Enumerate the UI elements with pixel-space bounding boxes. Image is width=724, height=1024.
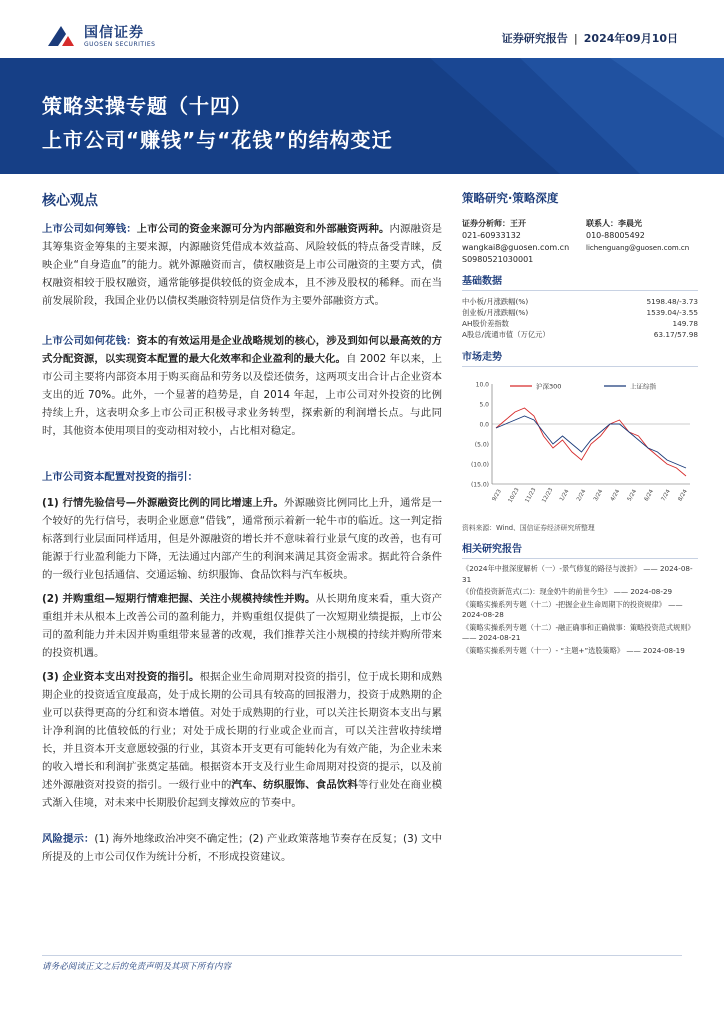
contact-email[interactable]: lichenguang@guosen.com.cn — [586, 244, 690, 252]
related-report-date: —— 2024-08-28 — [462, 599, 683, 619]
guidance-item-2 — [42, 590, 442, 662]
y-tick-label: 0.0 — [479, 421, 489, 429]
x-tick-label: 2/24 — [575, 488, 588, 503]
related-report-item[interactable] — [462, 623, 698, 644]
market-chart — [462, 372, 698, 520]
logo-mark-icon — [46, 22, 76, 52]
risk-body: (1) 海外地缘政治冲突不确定性；(2) 产业政策落地节奏存在反复；(3) 文中所提及的上市公司仅作为统计分析，不形成投资建议。 — [42, 833, 443, 863]
x-tick-label: 5/24 — [626, 488, 639, 503]
item-heading: (2) 并购重组—短期行情难把握、关注小规模持续性并购。 — [42, 593, 316, 605]
item-heading: (1) 行情先验信号—外源融资比例的同比增速上升。 — [42, 497, 284, 509]
item-body: 外源融资比例同比上升，通常是一个较好的先行信号，表明企业愿意“借钱”，通常预示着新一轮牛市的临近。这一判定指标落到行业层面同样适用，但是外源融资的增长并不意味着行业景气度的改善，也有可能源于行业盈利能力下降，无法通过内部产生的利润来满足其资金需求。据此符合条件的一级行业包括通信、交通运输、纺织服饰、食品饮料与汽车板块。 — [42, 497, 443, 581]
logo-name-en: GUOSEN SECURITIES — [84, 41, 156, 48]
report-subtitle: 上市公司“赚钱”与“花钱”的结构变迁 — [42, 128, 393, 152]
y-tick-label: 5.0 — [479, 401, 489, 409]
item-body-end: 等行业处在商业模式渐入佳境，对未来中长期股价起到支撑效应的节奏中。 — [42, 779, 443, 809]
guidance-item-3 — [42, 668, 442, 812]
guidance-item-1 — [42, 494, 442, 584]
report-date: 2024年09月10日 — [583, 32, 678, 45]
related-report-title[interactable]: 《策略实操系列专题（十二）-把握企业生命周期下的投资规律》 — [462, 599, 666, 609]
related-report-title[interactable]: 《价值投资新范式(二)：现金奶牛的前世今生》 — [462, 587, 612, 596]
related-report-item[interactable] — [462, 646, 698, 657]
x-tick-label: 12/23 — [541, 487, 555, 504]
guidance-heading: 上市公司资本配置对投资的指引： — [42, 471, 198, 483]
related-report-date: —— 2024-08-31 — [462, 564, 693, 584]
analyst-name: 证券分析师：王开 — [462, 219, 526, 228]
paragraph-body: 内源融资是其筹集资金筹集的主要来源，内源融资凭借成本效益高、风险较低的特点备受青睐，反映企业“自身造血”的能力。就外源融资而言，债权融资是上市公司融资的主要方式，债权融资相较于股权融资，通常能够提供较低的资金成本，且不涉及股权的稀释。而在当前发展阶段，我国企业仍以债权类融资特别是信贷作为主要外部融资方式。 — [42, 223, 443, 307]
basic-data-value: 5198.48/-3.73 — [646, 297, 698, 306]
report-category: 策略研究·策略深度 — [462, 191, 559, 205]
related-report-item[interactable] — [462, 564, 698, 585]
core-views — [42, 190, 442, 866]
basic-data-label: 创业板/月涨跌幅(%) — [462, 308, 529, 317]
analyst-block — [462, 218, 574, 266]
basic-data-label: 中小板/月涨跌幅(%) — [462, 297, 529, 306]
x-tick-label: 4/24 — [609, 488, 622, 503]
paragraph-body: 自 2002 年以来，上市公司主要将内部资本用于购买商品和劳务以及偿还债务，这两项支出合计占企业资本支出的近 70%。此外，一个显著的趋势是，自 2014 年起，上市公司对外投资的比例持续上升，这表明众多上市公司正积极寻求业务转型，探索新的利润增长点。与此同时，其他资本使用项目的变动相对较小，占比相对稳定。 — [42, 353, 442, 437]
y-tick-label: (10.0) — [470, 461, 489, 469]
x-tick-label: 10/23 — [507, 487, 521, 504]
x-tick-label: 3/24 — [592, 488, 605, 503]
related-report-title[interactable]: 《策略实操系列专题（十一）- “主题+”选股策略》 — [462, 645, 625, 655]
contact-name: 联系人：李晨光 — [586, 219, 642, 228]
report-title: 策略实操专题（十四） — [42, 94, 252, 118]
highlighted-industries: 汽车、纺织服饰、食品饮料 — [231, 779, 358, 791]
sidebar — [462, 190, 698, 658]
report-meta: 证券研究报告 | 2024年09月10日 — [501, 32, 678, 45]
lead-sentence: 上市公司的资金来源可分为内部融资和外部融资两种。 — [136, 223, 390, 235]
item-body: 根据企业生命周期对投资的指引，位于成长期和成熟期企业的投资适宜度最高，处于成长期的公司具有较高的回报潜力，投资于成熟期的企业可以获得更高的分红和资本增值。对处于成熟期的行业，可以关注长期资本支出与累计净利润的比值较低的行业；对处于成长期的行业或企业而言，可以关注营收持续增长，并且资本开支意愿较强的行业，其资本开支更有可能转化为有效产能，为企业未来的收入增长和利润扩张奠定基础。根据资本开支及行业生命周期对投资的提示，以及前述外源融资对投资的指引。一级行业中的 — [42, 671, 443, 791]
basic-data-value: 149.78 — [672, 319, 698, 328]
keyword: 风险提示： — [42, 833, 95, 845]
market-trend-title: 市场走势 — [462, 348, 698, 367]
basic-data-label: A股总/流通市值（万亿元） — [462, 330, 550, 339]
related-reports-title: 相关研究报告 — [462, 540, 698, 559]
related-report-date: —— 2024-08-21 — [462, 633, 521, 642]
basic-data-value: 1539.04/-3.55 — [646, 308, 698, 317]
company-logo — [46, 22, 236, 52]
basic-data-title: 基础数据 — [462, 272, 698, 291]
x-tick-label: 9/23 — [491, 488, 503, 503]
basic-data-row — [462, 296, 698, 307]
paragraph-spending — [42, 332, 442, 440]
legend-label: 上证综指 — [630, 382, 656, 391]
contact-phone: 010-88005492 — [586, 231, 645, 240]
chart-source: 资料来源：Wind、国信证券经济研究所整理 — [462, 524, 595, 532]
basic-data-label: AH股价差指数 — [462, 319, 509, 328]
related-report-title[interactable]: 《2024年中报深度解析（一）-景气修复的路径与波折》 — [462, 564, 642, 573]
analyst-cert: S0980521030001 — [462, 255, 534, 264]
y-tick-label: (5.0) — [474, 441, 489, 449]
x-tick-label: 11/23 — [524, 487, 538, 504]
market-chart-svg — [462, 372, 698, 520]
contact-block — [586, 218, 698, 266]
related-report-date: —— 2024-08-29 — [611, 587, 673, 596]
report-type: 证券研究报告 — [501, 32, 568, 45]
y-tick-label: (15.0) — [470, 481, 489, 489]
keyword: 上市公司如何筹钱： — [42, 223, 137, 235]
keyword: 上市公司如何花钱： — [42, 335, 137, 347]
basic-data-value: 63.17/57.98 — [653, 330, 698, 339]
logo-name-cn: 国信证券 — [84, 25, 144, 41]
analyst-info — [462, 218, 698, 266]
item-body: 从长期角度来看，重大资产重组并未从根本上改善公司的盈利能力，并购重组仅提供了一次短期业绩提振，上市公司的盈利能力并未因并购重组带来显著的改观，我们推荐关注小规模的持续并购所带来的投资机遇。 — [42, 593, 443, 659]
legend-label: 沪深300 — [536, 382, 562, 391]
risk-warning — [42, 830, 442, 866]
title-banner — [0, 58, 724, 174]
x-tick-label: 8/24 — [677, 488, 689, 503]
x-tick-label: 1/24 — [559, 488, 571, 503]
core-views-title: 核心观点 — [42, 193, 98, 209]
basic-data-row — [462, 307, 698, 318]
footer-disclaimer: 请务必阅读正文之后的免责声明及其项下所有内容 — [42, 962, 232, 972]
x-tick-label: 7/24 — [660, 488, 672, 503]
related-report-date: —— 2024-08-19 — [624, 645, 685, 655]
analyst-email[interactable]: wangkai8@guosen.com.cn — [462, 243, 570, 252]
y-tick-label: 10.0 — [475, 381, 489, 389]
lead-sentence: 资本的有效运用是企业战略规划的核心，涉及到如何以最高效的方式分配资源，以实现资本配置的最大化效率和企业盈利的最大化。 — [42, 335, 443, 365]
basic-data-table — [462, 296, 698, 340]
paragraph-fundraising — [42, 220, 442, 310]
related-report-title[interactable]: 《策略实操系列专题（十二）-融正确事和正确做事：策略投资范式规则》 — [462, 622, 695, 632]
basic-data-row — [462, 318, 698, 329]
related-reports-list — [462, 564, 698, 656]
x-tick-label: 6/24 — [643, 488, 656, 503]
page-header — [0, 0, 724, 58]
basic-data-row — [462, 329, 698, 340]
series-line-hs300 — [496, 408, 686, 476]
footer-divider — [42, 955, 682, 956]
related-report-item[interactable] — [462, 600, 698, 621]
related-report-item[interactable] — [462, 587, 698, 598]
analyst-phone: 021-60933132 — [462, 231, 521, 240]
item-heading: (3) 企业资本支出对投资的指引。 — [42, 671, 200, 683]
